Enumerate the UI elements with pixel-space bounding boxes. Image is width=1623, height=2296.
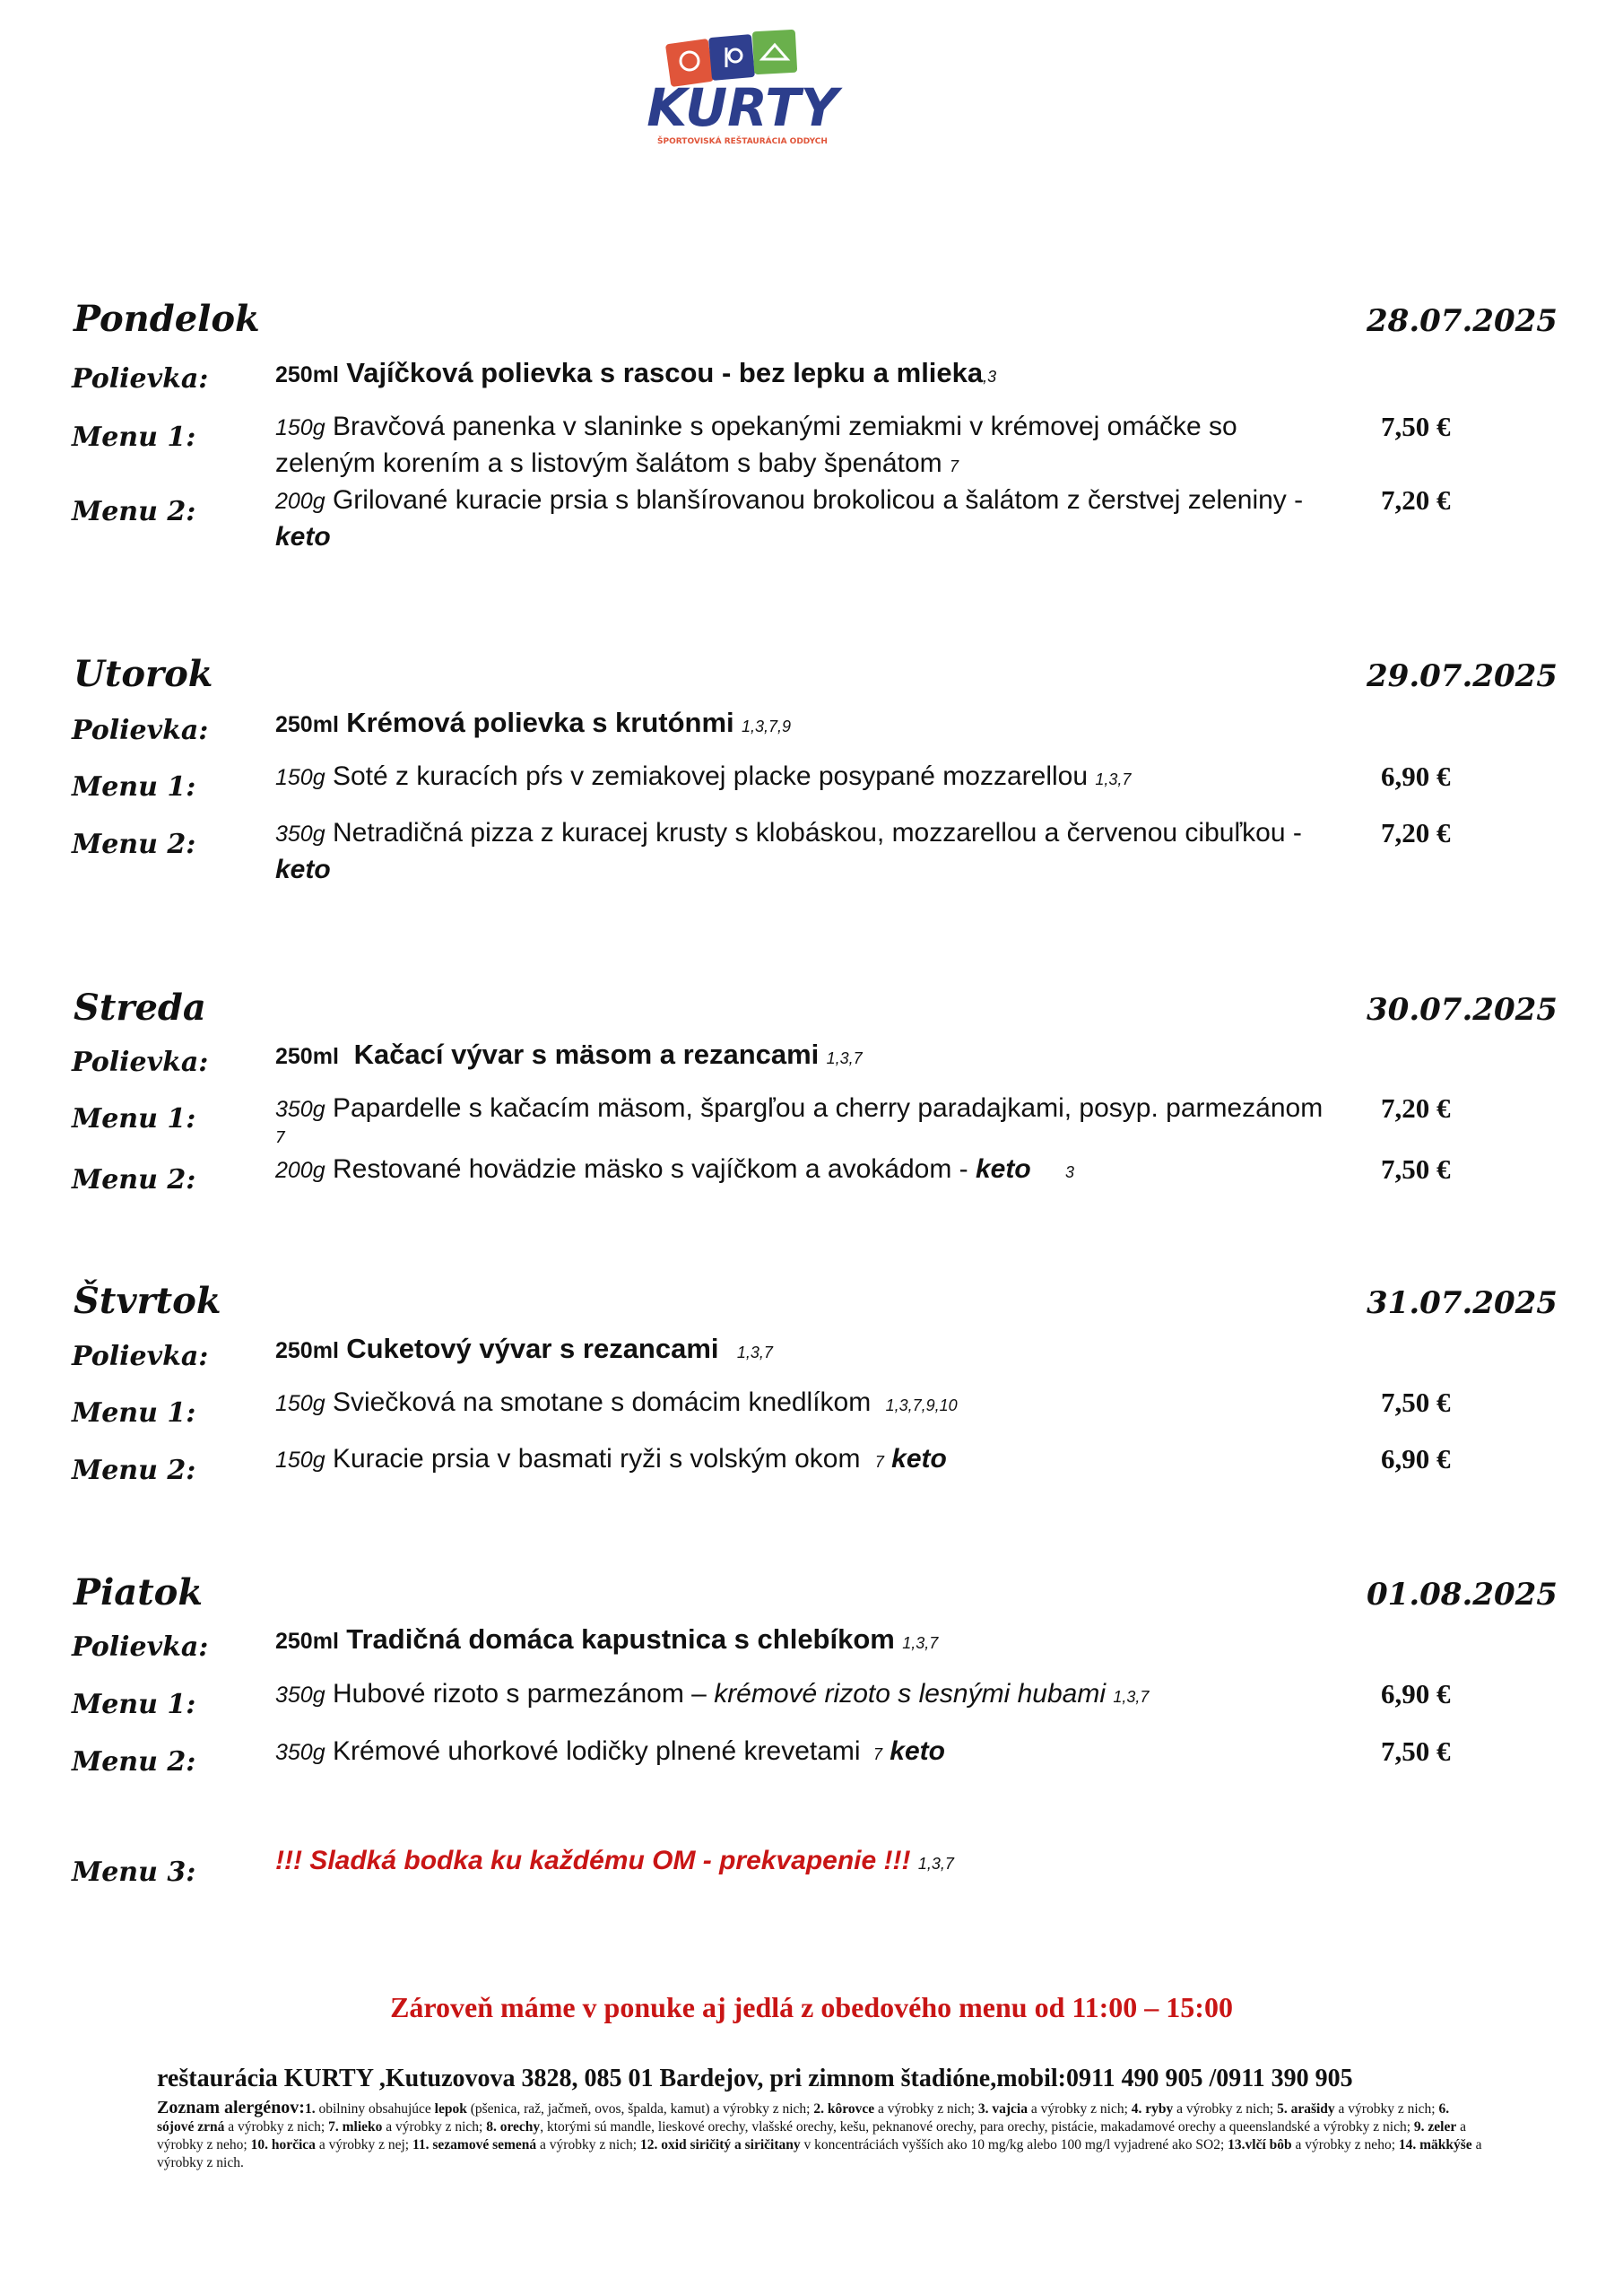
soup-allergens: 1,3,7	[736, 1344, 773, 1361]
soup-weight: 250ml	[275, 1629, 339, 1654]
soup-name: Cuketový vývar s rezancami	[346, 1333, 719, 1364]
soup-label: Polievka:	[72, 715, 209, 746]
allergen-term: 10. horčica	[250, 2137, 316, 2152]
soup-weight: 250ml	[275, 362, 339, 387]
logo-graphic	[601, 25, 870, 155]
day-date: 01.08.2025	[1367, 1577, 1558, 1613]
menu2-text: Krémové uhorkové lodičky plnené krevetami	[332, 1736, 861, 1766]
menu1-weight: 150g	[275, 415, 325, 440]
menu2-keto: keto	[890, 1736, 945, 1766]
soup-label: Polievka:	[72, 1047, 209, 1078]
soup-allergens: 1,3,7	[902, 1634, 939, 1652]
menu2-price: 6,90 €	[1381, 1443, 1451, 1474]
soup-name: Tradičná domáca kapustnica s chlebíkom	[346, 1623, 895, 1655]
soup-weight: 250ml	[275, 1044, 339, 1069]
menu1-price: 7,20 €	[1381, 1092, 1451, 1124]
menu2-keto: keto	[975, 1154, 1031, 1184]
allergen-desc: , ktorými sú mandle, lieskové orechy, vlašské orechy, kešu, peknanové orechy, para orechy, pistácie, makadamové orechy a queenslandské a výrobky z nich;	[540, 2119, 1414, 2135]
allergen-term: 6. sójové zrná	[157, 2101, 1450, 2135]
allergen-term: 2. kôrovce	[813, 2101, 875, 2117]
soup-line	[275, 1036, 863, 1077]
lunch-note: Zároveň máme v ponuke aj jedlá z obedového menu od 11:00 – 15:00	[390, 1991, 1233, 2023]
kurty-logo	[601, 25, 870, 155]
soup-weight: 250ml	[275, 712, 339, 737]
menu2-keto: keto	[275, 522, 331, 552]
allergen-term: 12. oxid siričitý a siričitany	[639, 2137, 801, 2152]
soup-label: Polievka:	[72, 363, 209, 395]
menu2-allergens: 7	[872, 1745, 882, 1763]
menu1-text-italic: krémové rizoto s lesnými hubami	[714, 1679, 1107, 1709]
menu1-label: Menu 1:	[72, 1103, 196, 1135]
allergen-term: 5. arašidy	[1277, 2101, 1335, 2117]
menu1-line	[275, 758, 1131, 798]
menu1-text: Papardelle s kačacím mäsom, špargľou a cherry paradajkami, posyp. parmezánom	[332, 1093, 1324, 1123]
allergen-term: 9. zeler	[1413, 2119, 1457, 2135]
day-name: Pondelok	[74, 298, 260, 340]
menu1-weight: 350g	[275, 1097, 325, 1122]
menu2-price: 7,50 €	[1381, 1153, 1451, 1185]
menu1-line	[275, 1384, 958, 1424]
menu2-line	[275, 814, 1302, 853]
soup-line	[275, 354, 996, 396]
allergen-term: 3. vajcia	[977, 2101, 1028, 2117]
menu2-text: Restované hovädzie mäsko s vajíčkom a avokádom -	[332, 1154, 968, 1184]
menu2-line	[275, 1733, 945, 1773]
menu1-line2	[275, 445, 959, 485]
soup-allergens: 1,3,7	[826, 1049, 863, 1067]
menu2-weight: 200g	[275, 489, 325, 514]
menu1-text: Bravčová panenka v slaninke s opekanými zemiakmi v krémovej omáčke so	[332, 412, 1237, 441]
menu2-label: Menu 2:	[72, 829, 196, 860]
allergen-desc: a výrobky z nich;	[382, 2119, 487, 2135]
menu2-weight: 350g	[275, 822, 325, 847]
menu2-keto: keto	[891, 1444, 947, 1474]
allergen-title: Zoznam alergénov:	[157, 2098, 305, 2118]
day-date: 29.07.2025	[1367, 658, 1558, 694]
menu1-price: 6,90 €	[1381, 761, 1451, 792]
menu1-allergens: 1,3,7	[1095, 770, 1132, 788]
menu1-text2: zeleným korením a s listovým šalátom s baby špenátom	[275, 448, 942, 478]
menu2-allergens: 7	[874, 1453, 884, 1471]
soup-line	[275, 1330, 773, 1371]
soup-name: Krémová polievka s krutónmi	[346, 707, 734, 738]
menu2-label: Menu 2:	[72, 1746, 196, 1778]
allergen-list	[157, 2099, 1484, 2172]
allergen-term: 7. mlieko	[328, 2119, 383, 2135]
menu1-price: 7,50 €	[1381, 411, 1451, 442]
day-date: 28.07.2025	[1367, 303, 1558, 339]
menu2-weight: 200g	[275, 1158, 325, 1183]
menu2-price: 7,20 €	[1381, 817, 1451, 848]
menu2-text: Grilované kuracie prsia s blanšírovanou brokolicou a šalátom z čerstvej zeleniny -	[332, 485, 1304, 515]
soup-allergens: 1,3,7,9	[742, 718, 792, 735]
day-name: Utorok	[74, 653, 213, 695]
allergen-desc: a výrobky z nich.	[157, 2137, 1482, 2170]
allergen-desc: a výrobky z nich;	[1334, 2101, 1439, 2117]
allergen-desc: obilniny obsahujúce	[315, 2101, 435, 2117]
menu2-line	[275, 482, 1303, 520]
menu1-allergens: 7	[949, 457, 959, 475]
day-name: Streda	[74, 987, 206, 1029]
allergen-term: lepok	[434, 2101, 467, 2117]
menu3-allergens: 1,3,7	[917, 1855, 954, 1873]
menu2-text: Netradičná pizza z kuracej krusty s klobáskou, mozzarellou a červenou cibuľkou -	[332, 818, 1302, 848]
day-date: 31.07.2025	[1367, 1285, 1558, 1321]
day-name: Piatok	[74, 1571, 204, 1613]
soup-label: Polievka:	[72, 1631, 209, 1663]
allergen-term: 14. mäkkýše	[1398, 2137, 1472, 2152]
menu1-label: Menu 1:	[72, 771, 196, 803]
allergen-term: 1.	[304, 2101, 316, 2117]
menu2-price: 7,20 €	[1381, 484, 1451, 516]
allergen-desc: a výrobky z nich;	[874, 2101, 978, 2117]
allergen-desc: a výrobky z neho;	[157, 2119, 1467, 2152]
allergen-desc: v koncentráciách vyšších ako 10 mg/kg alebo 100 mg/l vyjadrené ako SO2;	[800, 2137, 1228, 2152]
day-name: Štvrtok	[74, 1280, 221, 1322]
soup-name: Kačací vývar s mäsom a rezancami	[353, 1039, 820, 1070]
menu1-text: Sviečková na smotane s domácim knedlíkom	[332, 1387, 872, 1417]
logo-tagline: ŠPORTOVISKÁ REŠTAURÁCIA ODDYCH	[657, 137, 828, 146]
soup-label: Polievka:	[72, 1341, 209, 1372]
menu1-weight: 150g	[275, 765, 325, 790]
menu3-text: !!! Sladká bodka ku každému OM - prekvapenie !!!	[275, 1846, 911, 1875]
menu2-label: Menu 2:	[72, 496, 196, 527]
menu1-weight: 350g	[275, 1683, 325, 1708]
menu2-text: Kuracie prsia v basmati ryži s volským okom	[332, 1444, 861, 1474]
menu1-label: Menu 1:	[72, 422, 196, 453]
menu1-label: Menu 1:	[72, 1689, 196, 1720]
menu1-text: Soté z kuracích pŕs v zemiakovej placke posypané mozzarellou	[332, 761, 1089, 791]
menu2-label: Menu 2:	[72, 1164, 196, 1196]
menu1-allergens: 1,3,7,9,10	[885, 1396, 958, 1414]
menu1-line	[275, 1675, 1149, 1716]
allergen-term: 8. orechy	[486, 2119, 541, 2135]
restaurant-address: reštaurácia KURTY ,Kutuzovova 3828, 085 01 Bardejov, pri zimnom štadióne,mobil:0911 490 905 /0911 390 905	[157, 2065, 1353, 2092]
menu2-weight: 150g	[275, 1448, 325, 1473]
allergen-body	[157, 2101, 1481, 2170]
allergen-desc: (pšenica, raž, jačmeň, ovos, špalda, kamut) a výrobky z nich;	[466, 2101, 814, 2117]
soup-name: Vajíčková polievka s rascou - bez lepku a mlieka	[346, 357, 984, 388]
menu2-keto: keto	[275, 855, 331, 884]
allergen-term: 4. ryby	[1131, 2101, 1174, 2117]
menu3-line	[275, 1842, 954, 1883]
allergen-desc: a výrobky z nich;	[224, 2119, 329, 2135]
logo-wordmark: KURTY	[647, 77, 838, 138]
menu3-label: Menu 3:	[72, 1857, 196, 1888]
allergen-desc: a výrobky z nich;	[536, 2137, 640, 2152]
menu2-label: Menu 2:	[72, 1455, 196, 1486]
soup-allergens: ,3	[983, 368, 997, 386]
menu2-price: 7,50 €	[1381, 1735, 1451, 1767]
menu1-price: 7,50 €	[1381, 1387, 1451, 1418]
menu1-line	[275, 1090, 1323, 1128]
menu1-allergens: 7	[275, 1128, 286, 1147]
menu2-allergens: 3	[1065, 1163, 1075, 1181]
allergen-term: 11. sezamové semená	[412, 2137, 537, 2152]
soup-line	[275, 704, 791, 745]
menu1-label: Menu 1:	[72, 1397, 196, 1429]
soup-line	[275, 1621, 938, 1662]
menu1-line	[275, 408, 1237, 447]
menu2-line	[275, 1440, 947, 1481]
allergen-term: 13.vlčí bôb	[1228, 2137, 1292, 2152]
soup-weight: 250ml	[275, 1338, 339, 1363]
menu1-weight: 150g	[275, 1391, 325, 1416]
menu1-price: 6,90 €	[1381, 1678, 1451, 1709]
allergen-desc: a výrobky z nich;	[1027, 2101, 1132, 2117]
menu2-line	[275, 1151, 1074, 1191]
menu2-weight: 350g	[275, 1740, 325, 1765]
allergen-desc: a výrobky z nich;	[1173, 2101, 1278, 2117]
menu1-allergens: 1,3,7	[1113, 1688, 1150, 1706]
day-date: 30.07.2025	[1367, 992, 1558, 1028]
menu1-text: Hubové rizoto s parmezánom –	[332, 1679, 707, 1709]
allergen-desc: a výrobky z neho;	[1291, 2137, 1399, 2152]
allergen-desc: a výrobky z nej;	[315, 2137, 412, 2152]
